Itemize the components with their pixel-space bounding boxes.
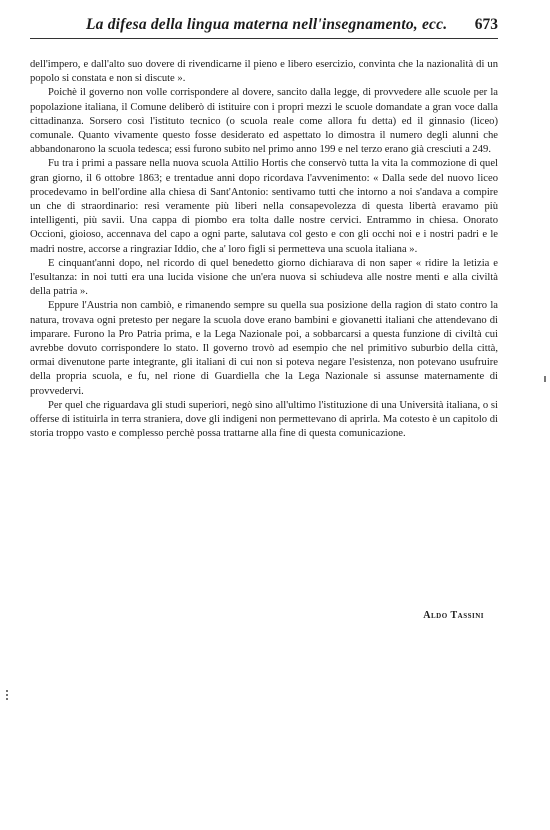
- margin-speck: [6, 690, 9, 700]
- paragraph-continuation: dell'impero, e dall'alto suo dovere di rivendicarne il pieno e libero esercizio, convinta che la nazionalità di un popolo si constata e non si discute ».: [30, 59, 498, 85]
- paragraph-university: Per quel che riguardava gli studi superiori, negò sino all'ultimo l'istituzione di una Università italiana, o si offerse di istituirla in terra straniera, dove gli indigeni non permettevano di aprirla. Ma cotesto è un capitolo di storia troppo vasto e complesso perchè possa trattarne alla fine di questa comunicazione.: [30, 399, 498, 440]
- edge-speck: [544, 376, 546, 382]
- paragraph-austria: Eppure l'Austria non cambiò, e rimanendo sempre su quella sua posizione della ragion di stato contro la natura, trovava ogni pretesto per negare la scuola dove erano bambini e giovanetti italiani che attendevano di imparare. Furono la Pro Patria prima, e la Lega Nazionale poi, a sobbarcarsi a questa funzione di civiltà cui avrebbe dovuto corrispondere lo stato. Il governo trovò ad esempio che nel primitivo suburbio della città, ormai divenutone parte integrante, gli italiani di cui non si poteva negare l'esistenza, non potevano usufruire della propria scuola, e fu, nel rione di Guardiella che la Lega Nazionale si assunse maternamente di provvedervi.: [30, 300, 498, 397]
- page-number: 673: [474, 16, 498, 33]
- article-body: [30, 58, 498, 441]
- paragraph-fifty-years: E cinquant'anni dopo, nel ricordo di quel benedetto giorno dichiarava di non saper « ridire la letizia e l'esultanza: in noi tutti era una lucida visione che un'era nuova si schiudeva alle nostre menti e alla civiltà della patria ».: [30, 257, 498, 298]
- paragraph-hortis: Fu tra i primi a passare nella nuova scuola Attilio Hortis che conservò tutta la vita la commozione di quel gran giorno, il 6 ottobre 1863; e trentadue anni dopo ricordava l'avvenimento: « Dalla sede del nuovo liceo procedevamo in bell'ordine alla chiesa di Sant'Antonio: sentivamo tutti che intorno a noi s'andava a compire un che di straordinario: resi veramente più liberi nella consapevolezza di questa libertà eravamo più intelligenti, più savii. Una cappa di piombo era tolta dalle nostre cervici. Entrammo in chiesa. Onorato Occioni, gioioso, accennava del capo a ogni parte, salutava col gesto e con gli occhi noi e i nostri padri e le madri nostre, accorse a ringraziar Iddio, che a' loro figli si permetteva una scuola italiana ».: [30, 158, 498, 255]
- running-head: La difesa della lingua materna nell'insegnamento, ecc.: [86, 16, 448, 33]
- page-header: [30, 14, 498, 39]
- paragraph-schools: Poichè il governo non volle corrispondere al dovere, sancito dalla legge, di provvedere alle scuole per la popolazione italiana, il Comune deliberò di istituire con i propri mezzi le scuole domandate a gran voce dalla cittadinanza. Sorsero così l'istituto tecnico (o scuola reale come allora fu detta) ed il ginnasio (liceo) comunale. Quanto vivamente questo fosse desiderato ed aspettato lo dimostra il numero degli alunni che abbandonarono la scuola tedesca; essi furono subito nel primo anno 199 e nel terzo erano già cresciuti a 249.: [30, 87, 498, 156]
- author-signature: Aldo Tassini: [423, 610, 484, 621]
